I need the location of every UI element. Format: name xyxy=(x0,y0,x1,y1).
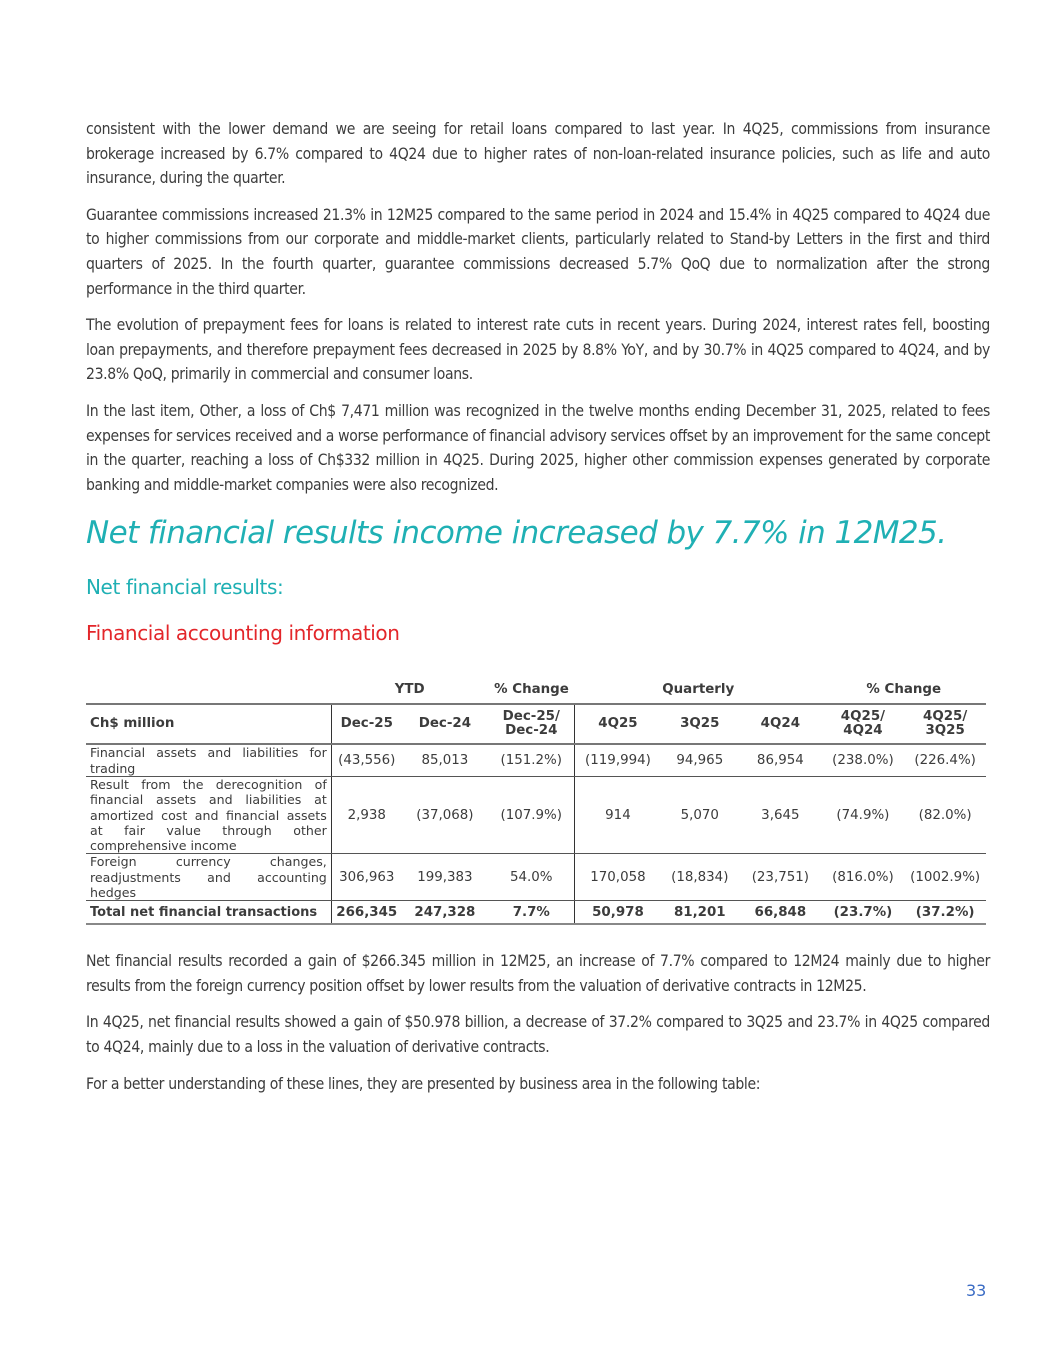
table-title: Financial accounting information xyxy=(86,621,400,646)
total-value: 7.7% xyxy=(488,901,575,925)
table-row xyxy=(86,776,986,853)
column-header-dec25: Dec-25 xyxy=(331,704,401,744)
table-row xyxy=(86,744,986,776)
cell-value: (107.9%) xyxy=(488,776,575,853)
column-header-3q25: 3Q25 xyxy=(660,704,739,744)
total-value: 247,328 xyxy=(402,901,488,925)
cell-value: (23,751) xyxy=(739,854,821,901)
group-header-pct-change-ytd: % Change xyxy=(488,675,575,704)
cell-value: (43,556) xyxy=(331,744,401,776)
cell-value: (74.9%) xyxy=(822,776,905,853)
column-header-dec25-dec24: Dec-25/ Dec-24 xyxy=(488,704,575,744)
column-header-4q24: 4Q24 xyxy=(739,704,821,744)
cell-value: 2,938 xyxy=(331,776,401,853)
cell-value: (18,834) xyxy=(660,854,739,901)
cell-value: 94,965 xyxy=(660,744,739,776)
cell-value: (226.4%) xyxy=(904,744,986,776)
cell-value: (119,994) xyxy=(575,744,660,776)
cell-value: (238.0%) xyxy=(822,744,905,776)
group-header-quarterly: Quarterly xyxy=(575,675,822,704)
total-value: (23.7%) xyxy=(822,901,905,925)
total-value: 50,978 xyxy=(575,901,660,925)
table-group-header-row xyxy=(86,675,986,704)
total-value: (37.2%) xyxy=(904,901,986,925)
document-page xyxy=(86,117,990,1108)
cell-value: (37,068) xyxy=(402,776,488,853)
cell-value: (151.2%) xyxy=(488,744,575,776)
group-header-ytd: YTD xyxy=(331,675,488,704)
column-header-4q25: 4Q25 xyxy=(575,704,660,744)
column-header-4q25-3q25: 4Q25/ 3Q25 xyxy=(904,704,986,744)
table-total-row xyxy=(86,901,986,925)
paragraph-other-item: In the last item, Other, a loss of Ch$ 7,471 million was recognized in the twelve months ending December 31, 2025, related to fees expenses for services received and a worse performance of financial advisory services offset by an improvement for the same concept in the quarter, reaching a loss of Ch$332 million in 4Q25. During 2025, higher other commission expenses generated by corporate banking and middle-market companies were also recognized. xyxy=(86,401,990,494)
cell-value: 5,070 xyxy=(660,776,739,853)
cell-value: (82.0%) xyxy=(904,776,986,853)
paragraph-guarantee-commissions: Guarantee commissions increased 21.3% in 12M25 compared to the same period in 2024 and 15.4% in 4Q25 compared to 4Q24 due to higher commissions from our corporate and middle-market clients, particularly related to Stand-by Letters in the first and third quarters of 2025. In the fourth quarter, guarantee commissions decreased 5.7% QoQ due to normalization after the strong performance in the third quarter. xyxy=(86,205,990,298)
cell-value: 85,013 xyxy=(402,744,488,776)
section-subheading: Net financial results: xyxy=(86,575,284,600)
total-value: 266,345 xyxy=(331,901,401,925)
column-header-4q25-4q24: 4Q25/ 4Q24 xyxy=(822,704,905,744)
paragraph-annual-results: Net financial results recorded a gain of $266.345 million in 12M25, an increase of 7.7% compared to 12M24 mainly due to higher results from the foreign currency position offset by lower results from the valuation of derivative contracts in 12M25. xyxy=(86,952,990,995)
cell-value: (816.0%) xyxy=(822,854,905,901)
cell-value: 86,954 xyxy=(739,744,821,776)
paragraph-business-area-intro: For a better understanding of these lines, they are presented by business area in the following table: xyxy=(86,1074,761,1093)
row-label: Foreign currency changes, readjustments and accounting hedges xyxy=(86,854,331,901)
total-value: 81,201 xyxy=(660,901,739,925)
group-header-pct-change-quarterly: % Change xyxy=(822,675,986,704)
cell-value: 54.0% xyxy=(488,854,575,901)
cell-value: (1002.9%) xyxy=(904,854,986,901)
total-label: Total net financial transactions xyxy=(86,901,331,925)
table-column-header-row xyxy=(86,704,986,744)
cell-value: 3,645 xyxy=(739,776,821,853)
column-header-label: Ch$ million xyxy=(86,704,331,744)
total-value: 66,848 xyxy=(739,901,821,925)
cell-value: 914 xyxy=(575,776,660,853)
paragraph-quarterly-results: In 4Q25, net financial results showed a gain of $50.978 billion, a decrease of 37.2% compared to 3Q25 and 23.7% in 4Q25 compared to 4Q24, mainly due to a loss in the valuation of derivative contracts. xyxy=(86,1013,990,1057)
section-headline: Net financial results income increased by 7.7% in 12M25. xyxy=(86,515,947,552)
paragraph-prepayment-fees: The evolution of prepayment fees for loans is related to interest rate cuts in recent years. During 2024, interest rates fell, boosting loan prepayments, and therefore prepayment fees decreased in 2025 by 8.8% YoY, and by 30.7% in 4Q25 compared to 4Q24, and by 23.8% QoQ, primarily in commercial and consumer loans. xyxy=(86,316,990,384)
page-number: 33 xyxy=(966,1281,987,1300)
column-header-dec24: Dec-24 xyxy=(402,704,488,744)
cell-value: 170,058 xyxy=(575,854,660,901)
table-row xyxy=(86,854,986,901)
paragraph-insurance-commissions: consistent with the lower demand we are seeing for retail loans compared to last year. In 4Q25, commissions from insurance brokerage increased by 6.7% compared to 4Q24 due to higher rates of non-loan-related insurance policies, such as life and auto insurance, during the quarter. xyxy=(86,120,990,188)
row-label: Financial assets and liabilities for trading xyxy=(86,744,331,776)
cell-value: 199,383 xyxy=(402,854,488,901)
row-label: Result from the derecognition of financial assets and liabilities at amortized cost and financial assets at fair value through other comprehensive income xyxy=(86,776,331,853)
financial-results-table xyxy=(86,675,986,925)
cell-value: 306,963 xyxy=(331,854,401,901)
